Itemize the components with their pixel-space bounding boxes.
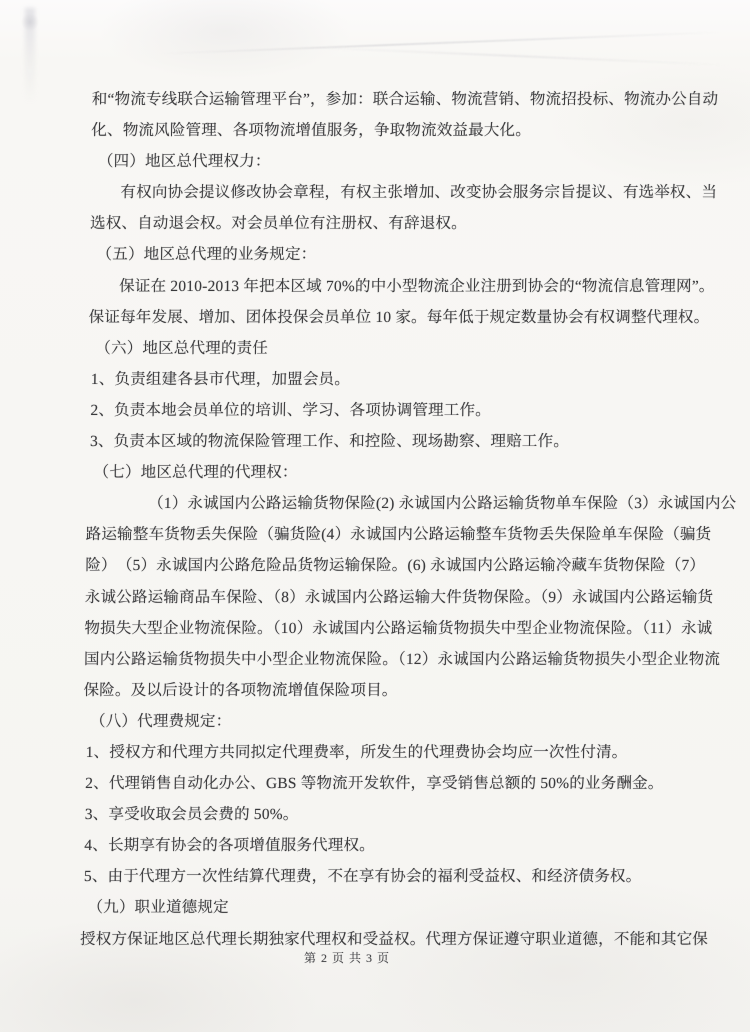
document-line: 保险。及以后设计的各项物流增值保险项目。 — [83, 681, 398, 699]
list-item: 3、享受收取会员会费的 50%。 — [84, 806, 299, 824]
list-item: 1、负责组建各县市代理，加盟会员。 — [90, 370, 351, 388]
list-item: 2、负责本地会员单位的培训、学习、各项协调管理工作。 — [90, 401, 492, 419]
list-item: 2、代理销售自动化办公、GBS 等物流开发软件，享受销售总额的 50%的业务酬金。 — [85, 775, 664, 793]
list-item: 4、长期享有协会的各项增值服务代理权。 — [84, 837, 376, 855]
document-line: 授权方保证地区总代理长期独家代理权和受益权。代理方保证遵守职业道德，不能和其它保 — [79, 930, 709, 948]
document-line: 和“物流专线联合运输管理平台”，参加：联合运输、物流营销、物流招投标、物流办公自动 — [91, 91, 719, 108]
document-line: 国内公路运输货物损失中小型企业物流保险。（12）永诚国内公路运输货物损失小型企业物流 — [83, 650, 721, 668]
section-heading: （五）地区总代理的业务规定： — [96, 246, 317, 264]
document-line: （1）永诚国内公路运输货物保险(2) 永诚国内公路运输货物单车保险（3）永诚国内公 — [148, 495, 737, 513]
page-number: 第 2 页 共 3 页 — [303, 951, 390, 965]
section-heading: （六）地区总代理的责任 — [95, 339, 269, 357]
document-line: 有权向协会提议修改协会章程，有权主张增加、改变协会服务宗旨提议、有选举权、当 — [120, 184, 718, 202]
list-item: 5、由于代理方一次性结算代理费，不在享有协会的福利受益权、和经济债务权。 — [83, 868, 642, 886]
document-line: 险） （5）永诚国内公路危险品货物运输保险。(6) 永诚国内公路运输冷藏车货物保险（7） — [85, 557, 706, 575]
list-item: 3、负责本区域的物流保险管理工作、和控险、现场勘察、理赔工作。 — [89, 433, 570, 451]
section-heading: （七）地区总代理的代理权： — [93, 464, 298, 482]
document-line: 路运输整车货物丢失保险（骗货险(4）永诚国内公路运输整车货物丢失保险单车保险（骗货 — [85, 526, 712, 544]
document-line: 物损失大型企业物流保险。（10）永诚国内公路运输货物损失中型企业物流保险。（11）永诚 — [84, 619, 713, 637]
document-line: 化、物流风险管理、各项物流增值服务，争取物流效益最大化。 — [91, 122, 532, 140]
section-heading: （四）地区总代理权力： — [97, 153, 271, 171]
document-line: 永诚公路运输商品车保险、（8）永诚国内公路运输大件货物保险。（9）永诚国内公路运输货 — [84, 588, 714, 606]
document-line: 选权、自动退会权。对会员单位有注册权、有辞退权。 — [89, 215, 467, 233]
section-heading: （八）代理费规定： — [89, 712, 232, 730]
document-line: 保证每年发展、增加、团体投保会员单位 10 家。每年低于规定数量协会有权调整代理权。 — [88, 308, 710, 326]
document-body — [79, 84, 737, 955]
document-line: 保证在 2010-2013 年把本区域 70%的中小型物流企业注册到协会的“物流信息管理网”。 — [119, 277, 715, 295]
list-item: 1、授权方和代理方共同拟定代理费率，所发生的代理费协会均应一次性付清。 — [85, 743, 628, 761]
section-heading: （九）职业道德规定 — [87, 899, 229, 917]
scan-artifact-streak — [300, 46, 730, 66]
